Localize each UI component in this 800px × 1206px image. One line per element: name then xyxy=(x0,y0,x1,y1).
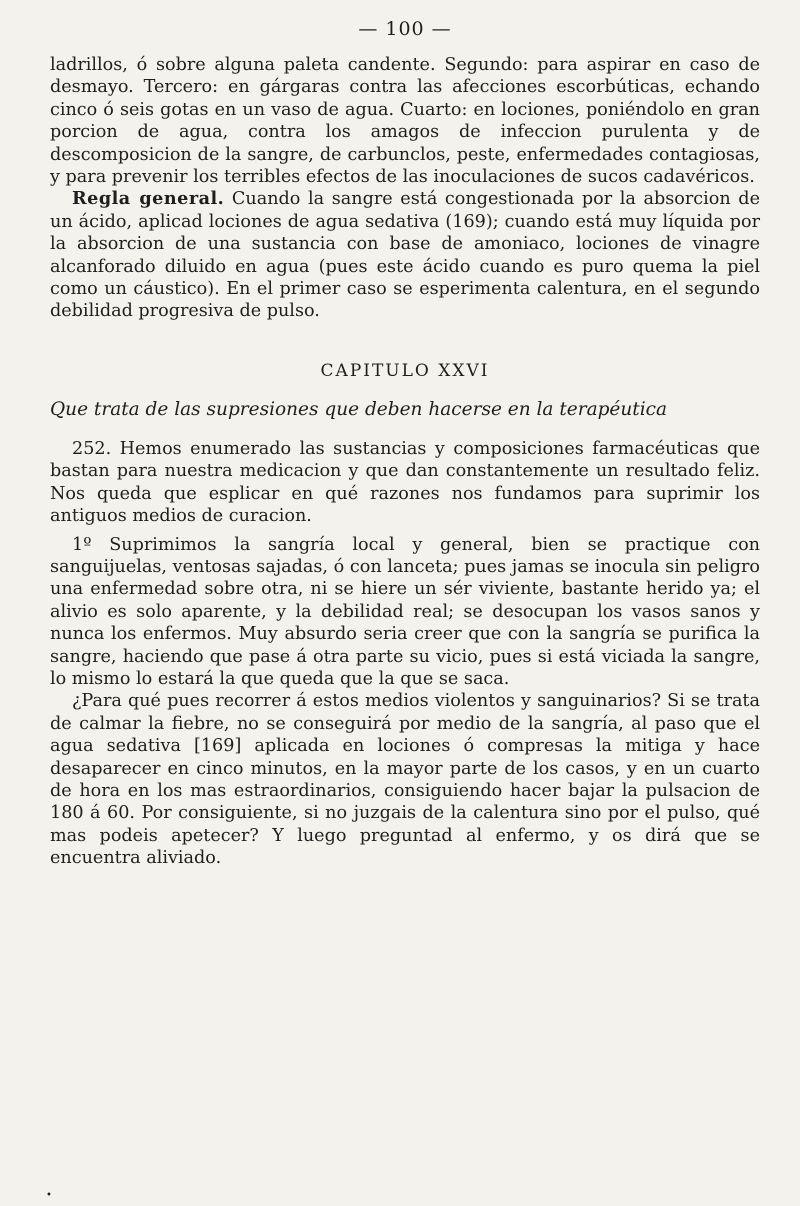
chapter-title: CAPITULO XXVI xyxy=(320,360,490,381)
paragraph-para-que: ¿Para qué pues recorrer á estos medios violentos y sanguinarios? Si se trata de calmar la fiebre, no se conseguirá por medio de la sangría, al paso que el agua sedativa [169] aplicada en lociones ó compresas la mitiga y hace desaparecer en cinco minutos, en la mayor parte de los casos, y en un cuarto de hora en los mas estraordinarios, consiguiendo hacer bajar la pulsacion de 180 á 60. Por consiguiente, si no juzgais de la calentura sino por el pulso, qué mas podeis apetecer? Y luego preguntad al enfermo, y os dirá que se encuentra aliviado. xyxy=(50,691,760,869)
regla-general-heading: Regla general. xyxy=(72,188,225,210)
paragraph-252: 252. Hemos enumerado las sustancias y composiciones farmacéuticas que bastan para nuestra medicacion y que dan constantemente un resultado feliz. Nos queda que esplicar en qué razones nos fundamos para suprimir los antiguos medios de curacion. xyxy=(50,438,760,527)
chapter-subtitle: Que trata de las supresiones que deben hacerse en la terapéutica xyxy=(50,398,668,420)
paragraph-top: ladrillos, ó sobre alguna paleta candente. Segundo: para aspirar en caso de desmayo. Tercero: en gárgaras contra las afecciones escorbúticas, echando cinco ó seis gotas en un vaso de agua. Cuarto: en lociones, poniéndolo en gran porcion de agua, contra los amagos de infeccion purulenta y de descomposicion de la sangre, de carbunclos, peste, enfermedades contagiosas, y para prevenir los terribles efectos de las inoculaciones de sucos cadavéricos. xyxy=(50,55,760,188)
footer-mark: • xyxy=(46,1190,52,1201)
paragraph-suprimimos: 1º Suprimimos la sangría local y general, bien se practique con sanguijuelas, ventosas sajadas, ó con lanceta; pues jamas se inocula sin peligro una enfermedad sobre otra, ni se hiere un sér viviente, bastante herido ya; el alivio es solo aparente, y la debilidad real; se desocupan los vasos sanos y nunca los enfermos. Muy absurdo seria creer que con la sangría se purifica la sangre, haciendo que pase á otra parte su vicio, pues si está viciada la sangre, lo mismo lo estará la que queda que la que se saca. xyxy=(50,534,760,689)
regla-general-paragraph xyxy=(50,188,760,322)
page-number: — 100 — xyxy=(358,18,452,40)
regla-general-text: Cuando la sangre está congestionada por la absorcion de un ácido, aplicad lociones de agua sedativa (169); cuando está muy líquida por la absorcion de una sustancia con base de amoniaco, lociones de vinagre alcanforado diluido en agua (pues este ácido cuando es puro quema la piel como un cáustico). En el primer caso se esperimenta calentura, en el segundo debilidad progresiva de pulso. xyxy=(50,189,760,322)
